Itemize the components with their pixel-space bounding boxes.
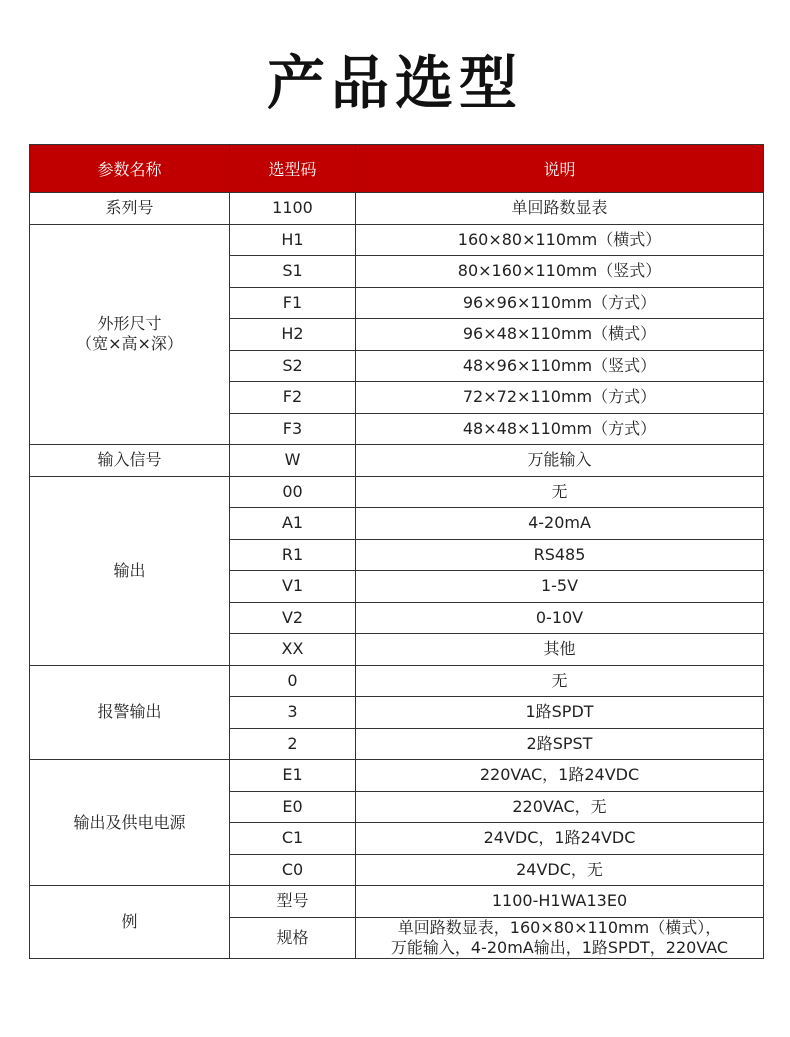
param-name: 报警输出 <box>30 665 230 760</box>
desc-cell: 1-5V <box>356 571 764 603</box>
table-row <box>30 476 764 508</box>
code-cell: H2 <box>230 319 356 351</box>
desc-cell: 48×96×110mm（竖式） <box>356 350 764 382</box>
desc-cell: 1路SPDT <box>356 697 764 729</box>
param-name: 输出 <box>30 476 230 665</box>
desc-cell: 48×48×110mm（方式） <box>356 413 764 445</box>
desc-cell: 96×48×110mm（横式） <box>356 319 764 351</box>
desc-cell: 220VAC，无 <box>356 791 764 823</box>
code-cell: 3 <box>230 697 356 729</box>
param-name: 例 <box>30 886 230 959</box>
header-code: 选型码 <box>230 145 356 193</box>
desc-cell <box>356 917 764 958</box>
table-row <box>30 886 764 918</box>
code-cell: 2 <box>230 728 356 760</box>
code-cell: F3 <box>230 413 356 445</box>
page-title: 产品选型 <box>266 49 523 117</box>
desc-cell: 0-10V <box>356 602 764 634</box>
code-cell: 00 <box>230 476 356 508</box>
param-name: 系列号 <box>30 193 230 225</box>
desc-cell: 单回路数显表 <box>356 193 764 225</box>
desc-cell: 96×96×110mm（方式） <box>356 287 764 319</box>
param-name <box>30 224 230 445</box>
code-cell: C0 <box>230 854 356 886</box>
desc-cell: 4-20mA <box>356 508 764 540</box>
table-row <box>30 224 764 256</box>
desc-line2: 万能输入，4-20mA输出，1路SPDT，220VAC <box>390 937 729 957</box>
desc-cell: 24VDC，1路24VDC <box>356 823 764 855</box>
desc-cell: 万能输入 <box>356 445 764 477</box>
desc-cell: 220VAC，1路24VDC <box>356 760 764 792</box>
code-cell: E1 <box>230 760 356 792</box>
selection-table <box>29 144 764 959</box>
code-cell: F1 <box>230 287 356 319</box>
code-cell: F2 <box>230 382 356 414</box>
code-cell: 0 <box>230 665 356 697</box>
code-cell: XX <box>230 634 356 666</box>
desc-cell: 2路SPST <box>356 728 764 760</box>
code-cell: 1100 <box>230 193 356 225</box>
code-cell: 型号 <box>230 886 356 918</box>
header-description: 说明 <box>356 145 764 193</box>
table-row <box>30 193 764 225</box>
code-cell: S2 <box>230 350 356 382</box>
desc-cell: 其他 <box>356 634 764 666</box>
desc-cell: 72×72×110mm（方式） <box>356 382 764 414</box>
desc-cell: 无 <box>356 476 764 508</box>
header-param-name: 参数名称 <box>30 145 230 193</box>
desc-cell: 80×160×110mm（竖式） <box>356 256 764 288</box>
code-cell: C1 <box>230 823 356 855</box>
desc-cell: 24VDC，无 <box>356 854 764 886</box>
code-cell: A1 <box>230 508 356 540</box>
desc-cell: 无 <box>356 665 764 697</box>
code-cell: S1 <box>230 256 356 288</box>
desc-line1: 单回路数显表，160×80×110mm（横式）， <box>397 917 722 937</box>
code-cell: V1 <box>230 571 356 603</box>
table-row <box>30 665 764 697</box>
desc-cell: RS485 <box>356 539 764 571</box>
desc-cell: 160×80×110mm（横式） <box>356 224 764 256</box>
param-name: 输出及供电电源 <box>30 760 230 886</box>
table-row <box>30 760 764 792</box>
param-name: 输入信号 <box>30 445 230 477</box>
code-cell: 规格 <box>230 917 356 958</box>
code-cell: W <box>230 445 356 477</box>
code-cell: E0 <box>230 791 356 823</box>
table-header-row <box>30 145 764 193</box>
code-cell: R1 <box>230 539 356 571</box>
code-cell: V2 <box>230 602 356 634</box>
param-name-line2: （宽×高×深） <box>76 334 183 354</box>
param-name-line1: 外形尺寸 <box>97 314 162 334</box>
code-cell: H1 <box>230 224 356 256</box>
desc-cell: 1100-H1WA13E0 <box>356 886 764 918</box>
table-row <box>30 445 764 477</box>
